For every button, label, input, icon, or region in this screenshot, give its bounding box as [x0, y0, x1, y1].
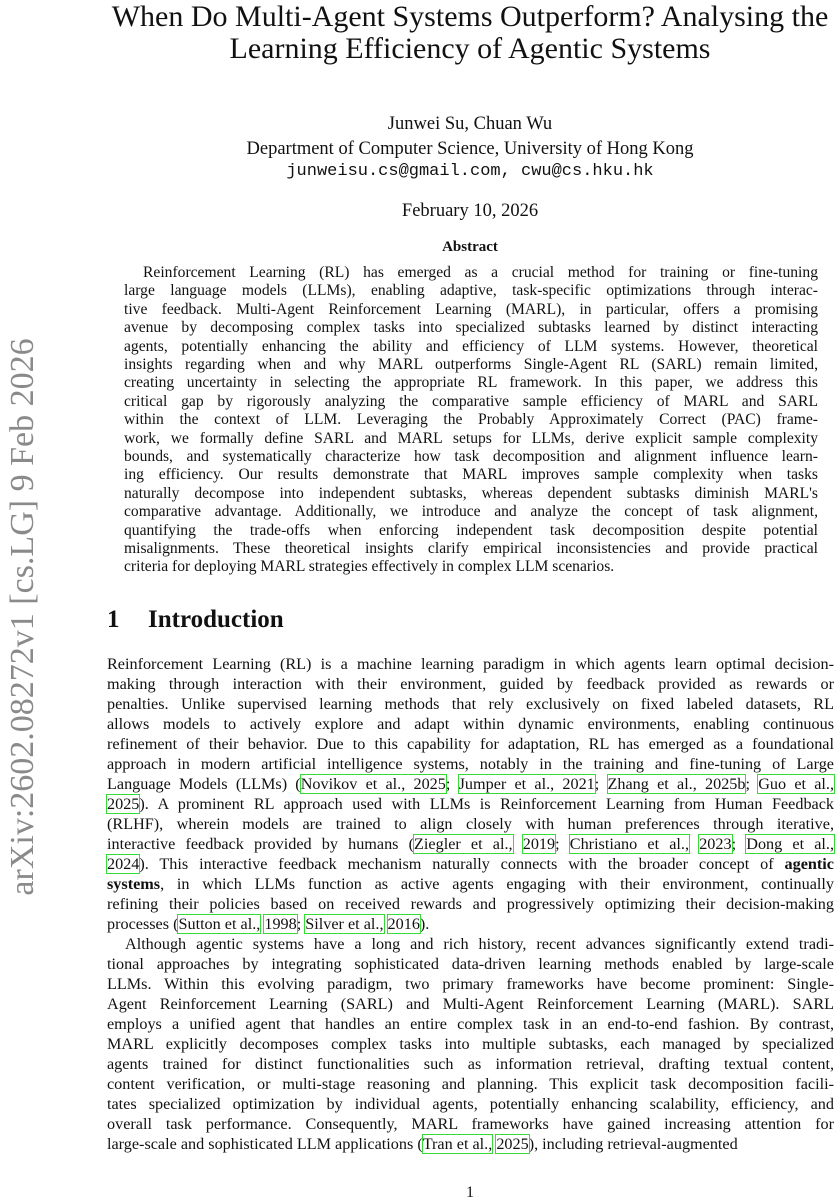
page-number: 1: [466, 1184, 474, 1201]
intro-line: [107, 954, 834, 974]
text-run: ;: [555, 835, 570, 853]
section-number: 1: [107, 606, 120, 633]
abstract-line: quantifying the trade-offs when enforcing independent task decomposition despite potential: [124, 521, 818, 539]
intro-line: [107, 894, 834, 914]
text-run: overall task performance. Consequently, MARL frameworks have gained increasing attention for: [107, 1115, 834, 1133]
abstract-line: work, we formally define SARL and MARL setups for LLMs, derive explicit sample complexity: [124, 429, 818, 447]
text-run: ;: [594, 775, 608, 793]
authors: Junwei Su, Chuan Wu: [387, 114, 553, 134]
abstract-line: criteria for deploying MARL strategies effectively in complex LLM scenarios.: [124, 558, 615, 576]
text-run: ;: [745, 775, 759, 793]
citation-link[interactable]: Dong et al.,: [746, 835, 835, 853]
text-run: Although agentic systems have a long and rich history, recent advances significantly extend tradi-: [125, 935, 834, 953]
abstract-line: within the context of LLM. Leveraging the Probably Approximately Correct (PAC) frame-: [124, 411, 818, 429]
text-run: LLMs. Within this evolving paradigm, two primary frameworks have become prominent: Single-: [107, 975, 834, 993]
citation-link[interactable]: Christiano et al.,: [569, 835, 690, 853]
date: February 10, 2026: [401, 201, 539, 221]
intro-line: [107, 1094, 834, 1114]
intro-line: [107, 714, 834, 734]
text-run: ). This interactive feedback mechanism naturally connects with the broader concept of: [139, 855, 785, 873]
text-run: employs a unified agent that handles an entire complex task in an end-to-end fashion. By contrast,: [107, 1015, 834, 1033]
text-run: tional approaches by integrating sophisticated data-driven learning methods enabled by large-scale: [107, 955, 834, 973]
intro-line: [107, 654, 834, 674]
intro-line: [107, 734, 834, 754]
citation-link[interactable]: 2023: [699, 835, 732, 853]
intro-line: [107, 774, 834, 794]
text-run: agents trained for distinct functionalities such as information retrieval, drafting textual content,: [107, 1055, 834, 1073]
abstract-line: agents, potentially enhancing the ability and efficiency of LLM systems. However, theoretical: [124, 337, 818, 355]
text-run: Agent Reinforcement Learning (SARL) and Multi-Agent Reinforcement Learning (MARL). SARL: [107, 995, 834, 1013]
text-run: [384, 915, 388, 933]
text-run: ). A prominent RL approach used with LLMs is Reinforcement Learning from Human Feedback: [139, 795, 834, 813]
citation-link[interactable]: 2024: [107, 855, 140, 873]
bold-term: systems: [107, 875, 161, 893]
intro-line: [107, 1074, 834, 1094]
text-run: ;: [445, 775, 459, 793]
intro-line: [107, 1054, 834, 1074]
section-title: Introduction: [148, 606, 284, 633]
text-run: (RLHF), wherein models are trained to align closely with human preferences through iterative,: [107, 815, 834, 833]
citation-link[interactable]: 2016: [387, 915, 420, 933]
intro-line: [107, 974, 834, 994]
intro-line: [107, 874, 834, 894]
intro-line: [107, 814, 834, 834]
intro-line: [107, 1134, 834, 1154]
intro-line: [107, 1034, 834, 1054]
affiliation: Department of Computer Science, University of Hong Kong: [246, 139, 694, 159]
text-run: Language Models (LLMs) (: [107, 775, 301, 793]
abstract-line: large language models (LLMs), enabling adaptive, task-specific optimizations through interac-: [124, 282, 818, 300]
intro-line: [107, 794, 834, 814]
intro-line: [107, 754, 834, 774]
intro-line: [107, 914, 834, 934]
text-run: MARL explicitly decomposes complex tasks into multiple subtasks, each managed by specialized: [107, 1035, 834, 1053]
abstract-line: critical gap by rigorously analyzing the comparative sample efficiency of MARL and SARL: [124, 392, 818, 410]
citation-link[interactable]: Ziegler et al.,: [414, 835, 513, 853]
text-run: content verification, or multi-stage reasoning and planning. This explicit task decomposition facili-: [107, 1075, 834, 1093]
text-run: interactive feedback provided by humans (: [107, 835, 415, 853]
citation-link[interactable]: Jumper et al., 2021: [458, 775, 595, 793]
text-run: ).: [419, 915, 430, 933]
citation-link[interactable]: Sutton et al.,: [178, 915, 261, 933]
citation-link[interactable]: 2025: [496, 1135, 529, 1153]
intro-line: [107, 674, 834, 694]
citation-link[interactable]: Tran et al.,: [422, 1135, 493, 1153]
text-run: Reinforcement Learning (RL) is a machine learning paradigm in which agents learn optimal decision-: [107, 655, 834, 673]
abstract-line: bounds, and systematically characterize how task decomposition and alignment influence learn-: [124, 448, 818, 465]
text-run: ;: [296, 915, 306, 933]
text-run: penalties. Unlike supervised learning methods that rely exclusively on fixed labeled datasets, RL: [107, 695, 834, 713]
text-run: tates specialized optimization by individual agents, potentially enhancing scalability, efficiency, and: [107, 1095, 834, 1113]
author-emails: junweisu.cs@gmail.com, cwu@cs.hku.hk: [286, 162, 654, 181]
intro-line: [107, 994, 834, 1014]
text-run: ), including retrieval-augmented: [528, 1135, 738, 1153]
text-run: approach in modern artificial intelligence systems, notably in the training and fine-tuning of Large: [107, 755, 834, 773]
abstract-line: naturally decompose into independent subtasks, whereas dependent subtasks diminish MARL's: [124, 484, 818, 502]
abstract-line: avenue by decomposing complex tasks into specialized subtasks learned by distinct interacting: [124, 319, 818, 337]
text-run: [689, 835, 699, 853]
text-run: [513, 835, 523, 853]
arxiv-side-stamp: arXiv:2602.08272v1 [cs.LG] 9 Feb 2026: [4, 338, 41, 896]
text-run: refining their policies based on received rewards and progressively optimizing their decision-making: [107, 895, 834, 913]
text-run: processes (: [107, 915, 179, 933]
text-run: , in which LLMs function as active agents engaging with their environment, continually: [160, 875, 834, 893]
citation-link[interactable]: 1998: [264, 915, 297, 933]
abstract-line: creating uncertainty in selecting the appropriate RL framework. In this paper, we address this: [124, 374, 818, 392]
text-run: allows models to actively explore and adapt within dynamic environments, enabling continuous: [107, 715, 834, 733]
abstract-line: insights regarding when and why MARL outperforms Single-Agent RL (SARL) remain limited,: [124, 356, 818, 373]
intro-line: [107, 834, 834, 854]
abstract-line: comparative advantage. Additionally, we introduce and analyze the concept of task alignment,: [124, 503, 818, 521]
paper-title-line-1: When Do Multi-Agent Systems Outperform? Analysing the: [111, 0, 829, 33]
abstract-line: ing efficiency. Our results demonstrate that MARL improves sample complexity when tasks: [124, 466, 818, 484]
abstract-line: Reinforcement Learning (RL) has emerged as a crucial method for training or fine-tuning: [143, 264, 818, 281]
citation-link[interactable]: Guo et al.,: [758, 775, 835, 793]
citation-link[interactable]: Zhang et al., 2025b: [607, 775, 746, 793]
text-run: making through interaction with their environment, guided by feedback provided as rewards or: [107, 675, 834, 693]
text-run: large-scale and sophisticated LLM applications (: [107, 1135, 423, 1153]
citation-link[interactable]: 2019: [522, 835, 556, 853]
text-run: ;: [731, 835, 747, 853]
paper-title-line-2: Learning Efficiency of Agentic Systems: [229, 32, 711, 65]
intro-line: [107, 694, 834, 714]
intro-line: [107, 854, 834, 874]
intro-line: [125, 934, 834, 954]
bold-term: agentic: [784, 855, 834, 873]
abstract-heading: Abstract: [442, 239, 498, 255]
abstract-line: misalignments. These theoretical insights clarify empirical inconsistencies and provide practical: [124, 540, 818, 557]
citation-link[interactable]: Novikov et al., 2025: [300, 775, 446, 793]
abstract-line: tive feedback. Multi-Agent Reinforcement Learning (MARL), in particular, offers a promising: [124, 300, 818, 318]
citation-link[interactable]: Silver et al.,: [305, 915, 384, 933]
citation-link[interactable]: 2025: [107, 795, 140, 813]
intro-line: [107, 1114, 834, 1134]
section-heading-introduction: [107, 605, 284, 635]
intro-line: [107, 1014, 834, 1034]
text-run: refinement of their behavior. Due to this capability for adaptation, RL has emerged as a foundational: [107, 735, 834, 753]
